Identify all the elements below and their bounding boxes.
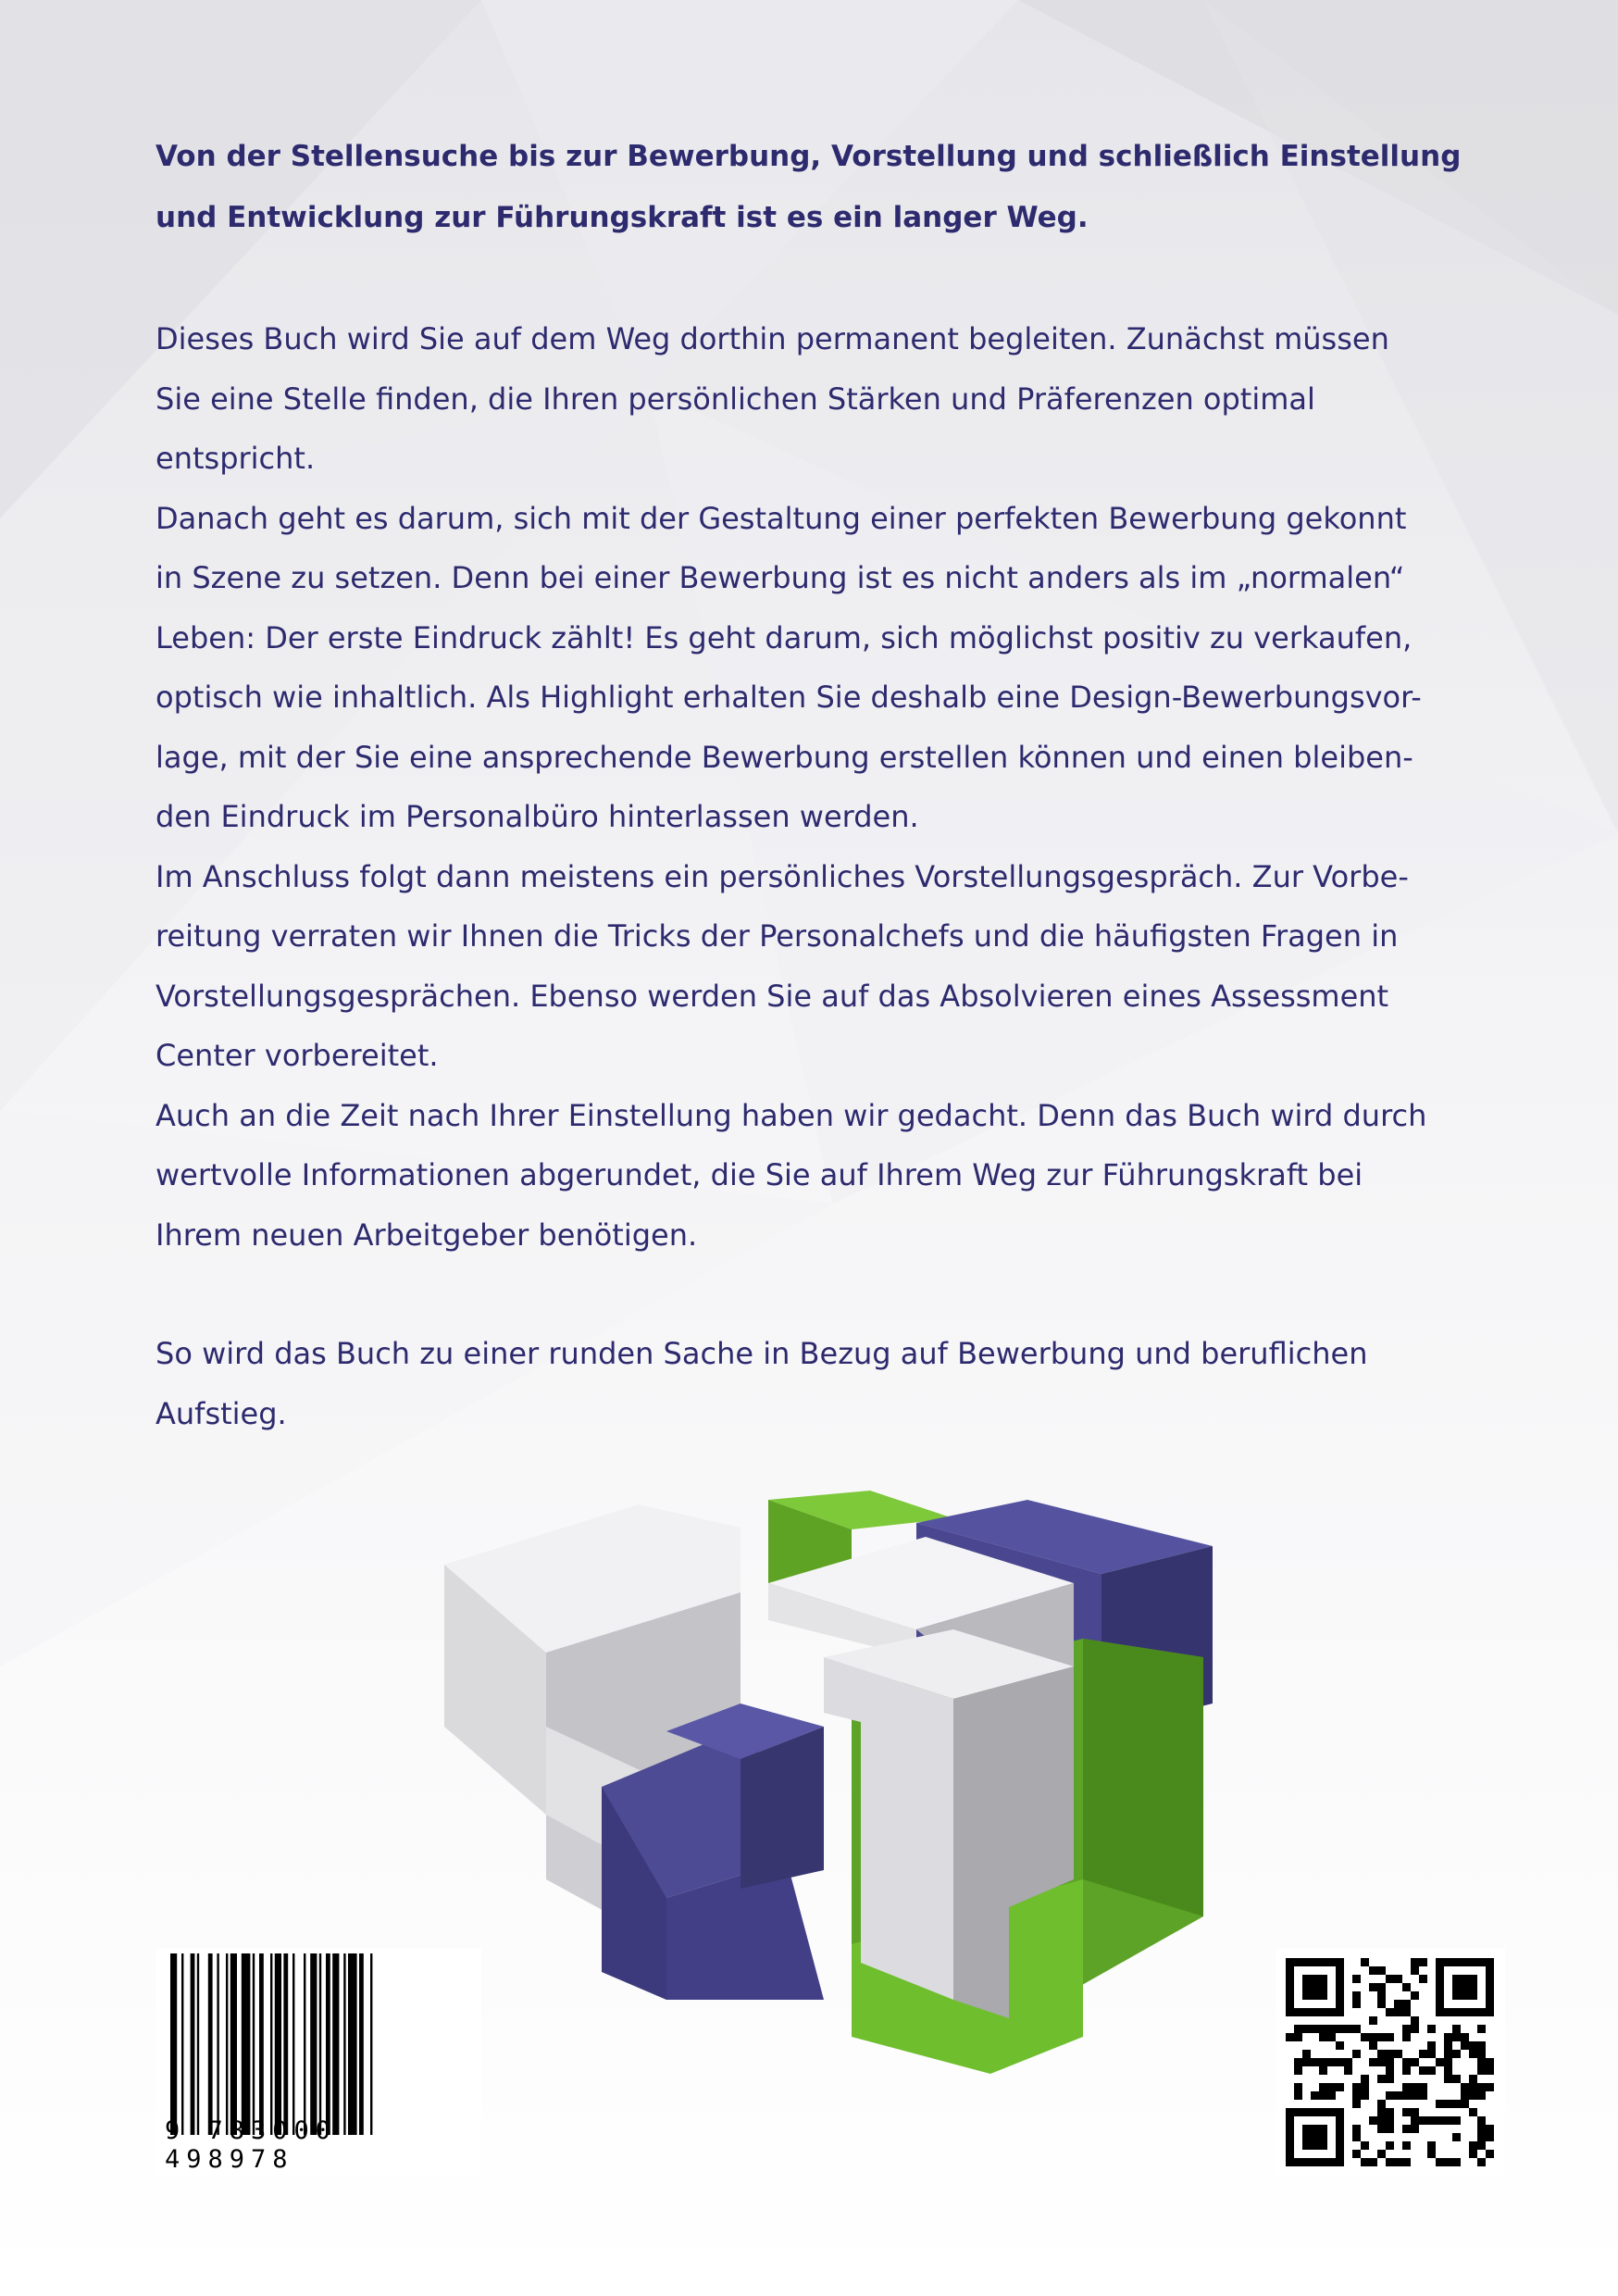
paragraph-3 bbox=[156, 847, 1507, 1086]
text-line: Leben: Der erste Eindruck zählt! Es geht darum, sich möglichst positiv zu verkaufen, bbox=[156, 619, 1413, 655]
paragraph-1 bbox=[156, 309, 1507, 489]
paragraph-2 bbox=[156, 489, 1507, 847]
text-line: Danach geht es darum, sich mit der Gestaltung einer perfekten Bewerbung gekonnt bbox=[156, 500, 1407, 536]
text-line: den Eindruck im Personalbüro hinterlassen werden. bbox=[156, 799, 919, 834]
lead-paragraph bbox=[156, 126, 1507, 248]
lead-line: und Entwicklung zur Führungskraft ist es ein langer Weg. bbox=[156, 201, 1089, 234]
text-line: Auch an die Zeit nach Ihrer Einstellung haben wir gedacht. Denn das Buch wird durch bbox=[156, 1097, 1427, 1133]
back-cover-text bbox=[156, 126, 1507, 1443]
lead-line: Von der Stellensuche bis zur Bewerbung, Vorstellung und schließlich Einstellung bbox=[156, 140, 1462, 173]
text-line: wertvolle Informationen abgerundet, die Sie auf Ihrem Weg zur Führungskraft bei bbox=[156, 1157, 1363, 1192]
text-line: Im Anschluss folgt dann meistens ein persönliches Vorstellungsgespräch. Zur Vorbe- bbox=[156, 858, 1409, 894]
barcode-bars bbox=[156, 1948, 481, 2142]
text-line: reitung verraten wir Ihnen die Tricks der Personalchefs und die häufigsten Fragen in bbox=[156, 918, 1399, 954]
text-line: entspricht. bbox=[156, 441, 316, 476]
text-line: Ihrem neuen Arbeitgeber benötigen. bbox=[156, 1217, 698, 1253]
text-line: Dieses Buch wird Sie auf dem Weg dorthin permanent begleiten. Zunächst müssen bbox=[156, 321, 1389, 356]
text-line: Center vorbereitet. bbox=[156, 1038, 439, 1073]
text-line: Sie eine Stelle finden, die Ihren persönlichen Stärken und Präferenzen optimal bbox=[156, 381, 1315, 417]
paragraph-4 bbox=[156, 1086, 1507, 1266]
isbn-number: 9 783000 498978 bbox=[165, 2116, 338, 2174]
isbn-barcode bbox=[156, 1948, 481, 2177]
text-line: Aufstieg. bbox=[156, 1395, 287, 1431]
puzzle-cube-illustration bbox=[435, 1481, 1231, 2074]
text-line: lage, mit der Sie eine ansprechende Bewerbung erstellen können und einen bleiben- bbox=[156, 739, 1413, 775]
qr-code bbox=[1276, 1948, 1505, 2177]
text-line: Vorstellungsgesprächen. Ebenso werden Sie auf das Absolvieren eines Assessment bbox=[156, 978, 1389, 1014]
paragraph-5 bbox=[156, 1324, 1507, 1443]
text-line: in Szene zu setzen. Denn bei einer Bewerbung ist es nicht anders als im „normalen“ bbox=[156, 560, 1405, 595]
text-line: optisch wie inhaltlich. Als Highlight erhalten Sie deshalb eine Design-Bewerbungsvor- bbox=[156, 680, 1422, 715]
text-line: So wird das Buch zu einer runden Sache in Bezug auf Bewerbung und beruflichen bbox=[156, 1336, 1368, 1371]
qr-code-pattern bbox=[1276, 1948, 1505, 2177]
